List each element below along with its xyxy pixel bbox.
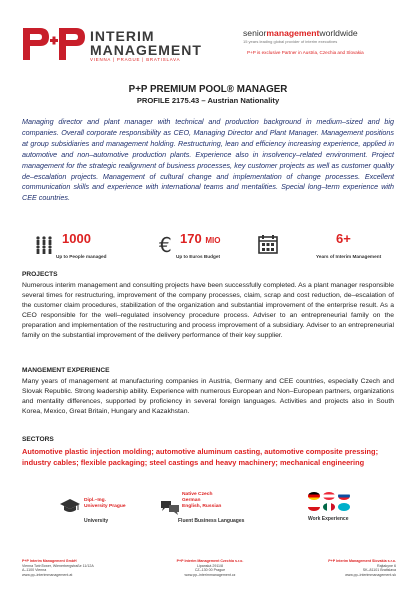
university-degree: Dipl.–Ing. (84, 498, 107, 503)
footer-website-link[interactable]: www.pp–interimmanagement.sk (345, 572, 396, 577)
stat-unit: MIO (205, 236, 221, 245)
stat-label: Up to People managed (56, 254, 107, 259)
smw-management: management (266, 28, 320, 38)
language-native: Native Czech (182, 492, 213, 497)
logo-text-management: MANAGEMENT (90, 42, 202, 58)
sectors-heading: SECTORS (22, 436, 54, 443)
smw-tagline: 15 years leading global provider of interim executives (243, 39, 338, 44)
stat-number: 1000 (62, 231, 91, 246)
experience-heading: MANGEMENT EXPERIENCE (22, 367, 110, 374)
language-third: English, Russian (182, 504, 222, 509)
languages-caption: Fluent Business Languages (178, 518, 245, 524)
slovakia-flag-icon (338, 492, 350, 500)
pp-logo[interactable] (22, 26, 202, 62)
stat-people (34, 230, 144, 264)
experience-text: Many years of management at manufacturing companies in Austria, Germany and CEE countries, especially Czech and Slovak Republic. Strong leadership ability. Experience with numerous European and Non–European partners, organizations and mentality differences, supported by proficiency in several foreign languages. Activities and projects also in South Korea, Mexico, Great Britain, Hungary and Kazakhstan. (22, 378, 394, 416)
work-experience-flags (308, 492, 368, 522)
austria-flag-icon (323, 492, 335, 500)
stats-row (22, 230, 394, 264)
stat-years (258, 230, 394, 264)
footer-website-link[interactable]: www.pp–interimmanagement.at (22, 572, 73, 577)
footer-company-name: P+P Interim Management Slovakia s.r.o. (328, 559, 396, 563)
stat-value (336, 231, 351, 246)
footer-address: Rajtakyne 6 (377, 563, 396, 568)
logo-cities: VIENNA | PRAGUE | BRATISLAVA (90, 57, 181, 62)
projects-heading: PROJECTS (22, 271, 58, 278)
language-second: German (182, 498, 201, 503)
footer-city: SK–81101 Bratislava (362, 568, 396, 572)
svg-text:€: € (159, 234, 172, 254)
smw-senior: senior (243, 28, 267, 38)
university-caption: University (84, 518, 109, 524)
logo-text-interim: INTERIM (90, 28, 155, 44)
pp-logo-mark-icon (22, 26, 86, 62)
profile-summary: Managing director and plant manager with technical and production background in medium–sized and big companies. Overall corporate responsibility as CEO, Managing Director and Plant Manager. Management positions at group subsidiaries and management holding. Restructuring, lean and efficiency increasing experience, applied in automotive and non–automotive production plants. Experience also in insolvency–related environment. Project management for the strategic realignment of business processes, key customer projects as well as customer quality de–escalation projects. Management of cultural change and implementation of change processes. Excellent communication skills and experience with international teams and mentalities. Special long–term experience with CEE countries. (22, 117, 394, 203)
stat-budget (158, 230, 268, 264)
footer-address: Vienna TwinTower, Wienerbergstraße 11/12A (22, 563, 94, 568)
page-header (0, 0, 416, 70)
smw-wordmark (243, 28, 403, 38)
stat-number: 170 (180, 231, 202, 246)
languages-block (160, 492, 280, 530)
czech-flag-icon (308, 503, 320, 511)
mexico-flag-icon (323, 503, 335, 511)
footer-slovakia (300, 559, 396, 577)
graduation-cap-icon (60, 498, 80, 514)
page-title: P+P PREMIUM POOL® MANAGER (128, 84, 288, 95)
projects-text: Numerous interim management and consulting projects have been successfully completed. As a plant manager responsible several times for restructuring, improvement of the company processes, claim, scrap and cost reduction, de–escalation of the customer claim procedures, stabilization of the organization and substantial improvement of the enterprise result. As a CEO responsible for the well–regulated insolvency procedure process. Adviser to an entrepreneurial family on the preparation and implementation of the restructuring and process improvement of a subsidiary. Adviser to an entrepreneurial family on the substantial improvement of the delivery performance of their key supplier. (22, 282, 394, 340)
footer-address: Lipanská 2911/8 (196, 563, 224, 568)
footer-company-name: P+P Interim Management Czechia s.r.o. (176, 559, 244, 563)
profile-id: PROFILE 2175.43 – Austrian Nationality (136, 96, 280, 105)
footer-website-link[interactable]: www.pp–interimmanagement.cz (184, 572, 236, 577)
footer-city: A–1100 Vienna (22, 568, 47, 572)
germany-flag-icon (308, 492, 320, 500)
footer-austria (22, 559, 94, 577)
people-icon (34, 234, 54, 254)
sectors-text: Automotive plastic injection molding; automotive aluminum casting, automotive composite pressing; industry cables; flexible packaging; steel castings and heavy machinery; mechanical engineering (22, 447, 379, 467)
footer-city: CZ–130 00 Prague (194, 568, 226, 572)
stat-value (180, 231, 220, 246)
footer-company-name: P+P Interim Management GmbH (22, 559, 77, 563)
stat-label: Years of Interim Management (316, 254, 382, 259)
qualifications-row (22, 492, 394, 530)
calendar-icon (258, 234, 278, 254)
kazakhstan-flag-icon (338, 503, 350, 511)
page-footer (0, 559, 416, 587)
stat-label: Up to Euros Budget (176, 254, 221, 259)
work-caption: Work Experience (308, 516, 349, 522)
university-block (60, 492, 150, 530)
euro-icon (158, 234, 178, 254)
senior-management-worldwide-logo[interactable] (243, 28, 403, 62)
footer-czechia (150, 559, 270, 577)
stat-value (62, 231, 91, 246)
smw-worldwide: worldwide (319, 28, 358, 38)
smw-partner-note: P+P is exclusive Partner in Austria, Czechia and Slovakia (247, 50, 364, 55)
stat-number: 6+ (336, 231, 351, 246)
speech-bubbles-icon (160, 500, 180, 516)
university-name: University Prague (84, 504, 126, 509)
